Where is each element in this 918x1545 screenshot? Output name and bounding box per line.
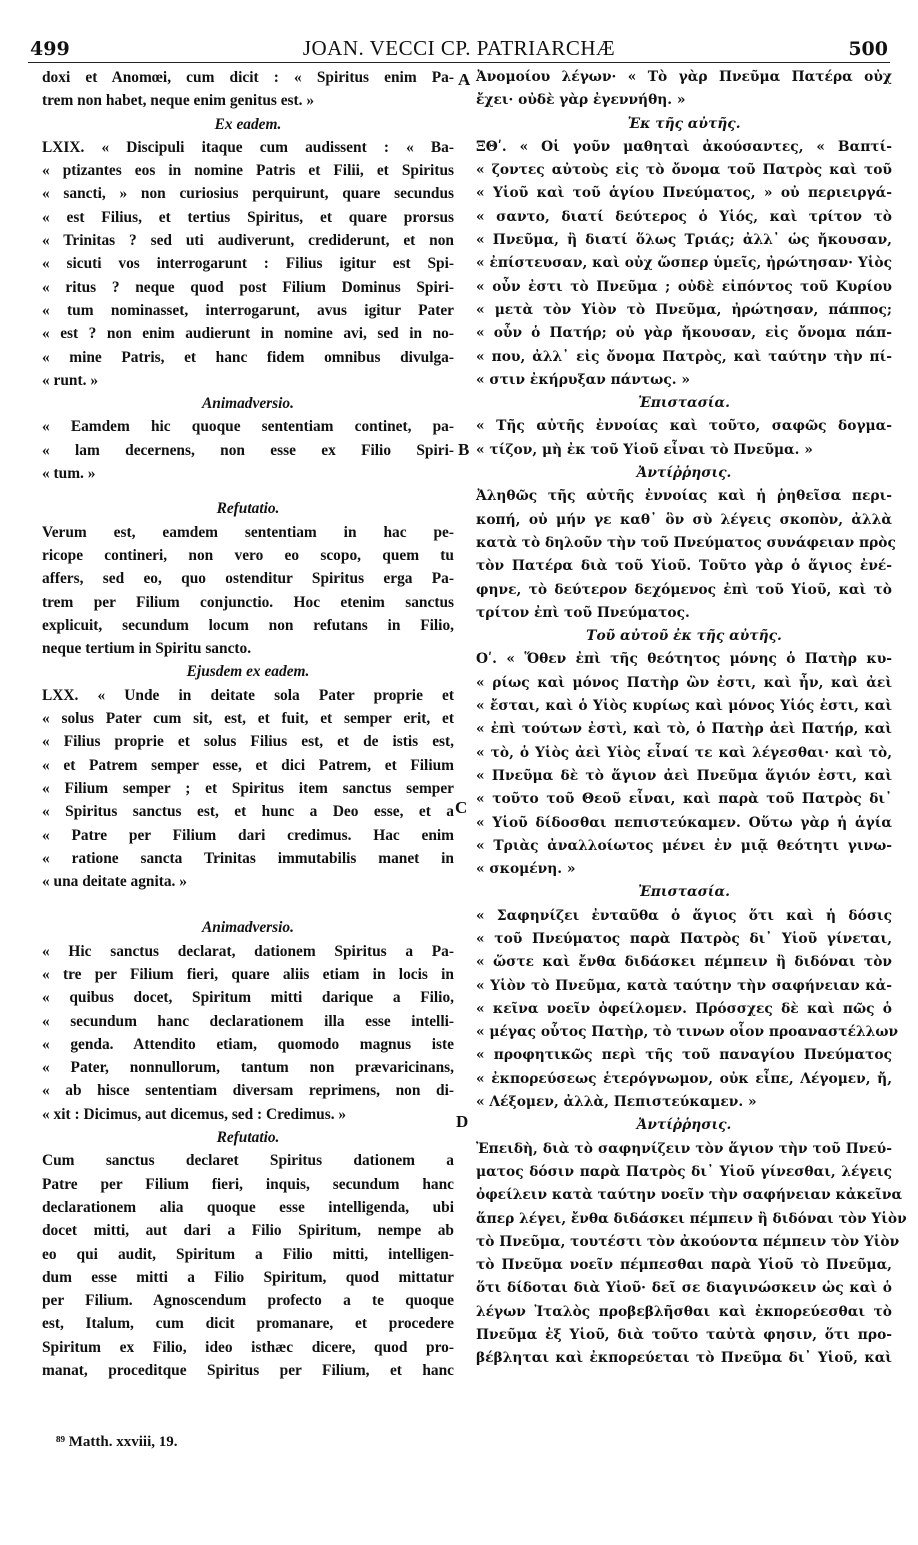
running-title: JOAN. VECCI CP. PATRIARCHÆ [302,36,616,60]
text-line: λέγων Ἰταλὸς προβεβλῆσθαι καὶ ἐκπορεύεσθαι τὸ [476,1303,892,1320]
text-line: ματος δόσιν παρὰ Πατρὸς δι᾽ Υἱοῦ γίνεσθαι, λέγεις [476,1163,892,1180]
section-heading: Refutatio. [216,500,280,518]
text-line: « sancti, » non curiosius perquirunt, quare secundus [42,185,454,203]
text-line: « runt. » [42,371,99,389]
page-number-left: 499 [30,38,70,60]
text-line: « Πνεῦμα δὲ τὸ ἅγιον ἀεὶ Πνεῦμα ἅγιόν ἐστι, καὶ [476,767,892,784]
text-line: « xit : Dicimus, aut dicemus, sed : Credimus. » [42,1105,347,1123]
text-line: « solus Pater cum sit, est, et fuit, et semper erit, et [42,710,454,728]
text-line: « Pater, nonnullorum, tantum non prævaricinans, [42,1059,454,1077]
text-line: neque tertium in Spiritu sancto. [42,640,252,658]
text-line: φηνε, τὸ δεύτερον δεχόμενος ἐπὶ τοῦ Υἱοῦ, καὶ τὸ [476,581,892,598]
text-line: « ζοντες αὐτοὺς εἰς τὸ ὄνομα τοῦ Πατρὸς καὶ τοῦ [476,162,892,179]
text-line: « Υἱὸν τὸ Πνεῦμα, κατὰ ταύτην τὴν σαφήνειαν κἀ- [476,977,892,994]
text-line: « ἔσται, καὶ ὁ Υἱὸς κυρίως καὶ μόνος Υἱός ἐστι, καὶ [476,698,892,715]
text-line: « ritus ? neque quod post Filium Dominus Spiri- [42,278,454,296]
text-line: « tre per Filium fieri, quare aliis etiam in locis in [42,965,454,983]
text-line: Ἀνομοίου λέγων· « Τὸ γὰρ Πνεῦμα Πατέρα οὐχ [476,69,892,85]
section-heading: Ἐκ τῆς αὐτῆς. [627,115,741,132]
text-line: « lam decernens, non esse ex Filio Spiri- [42,441,454,459]
text-line: « Υἱοῦ καὶ τοῦ ἁγίου Πνεύματος, » οὐ περιειργά- [476,185,892,202]
text-line: « στιν ἐκήρυξαν πάντως. » [476,371,690,388]
text-line: « σκομένη. » [476,861,576,878]
text-line: « ἐπίστευσαν, καὶ οὐχ ὥσπερ ὑμεῖς, ἠρώτησαν· Υἱὸς [476,255,892,272]
section-heading: Ἐπιστασία. [638,395,730,412]
text-line: « et Patrem semper esse, et dici Patrem, et Filium [42,756,454,774]
text-line: « quibus docet, Spiritum mitti darique a Filio, [42,989,454,1007]
text-line: LXIX. « Discipuli itaque cum audissent : « Ba- [42,138,454,156]
text-line: « est Filius, et tertius Spiritus, et quare prorsus [42,208,454,226]
text-line: « Υἱοῦ δίδοσθαι πεπιστεύκαμεν. Οὕτω γὰρ ἡ ἁγία [476,814,892,831]
text-line: « mine Patris, et hanc fidem omnibus divulga- [42,348,454,366]
text-line: « est ? non enim audierunt in nomine avi, sed in no- [42,325,454,343]
text-line: « Τῆς αὐτῆς ἐννοίας καὶ τοῦτο, σαφῶς δογμα- [476,418,892,435]
text-line: « Filius proprie et solus Filius est, et de istis est, [42,733,454,751]
text-line: explicuit, secundum locum non refutans in Filio, [42,616,454,634]
text-line: τὸν Πατέρα διὰ τοῦ Υἱοῦ. Τοῦτο γὰρ ὁ ἅγιος ἐνέ- [476,558,892,575]
text-line: « Trinitas ? sed uti audiverunt, crediderunt, et non [42,232,454,250]
text-line: « μέγας οὗτος Πατὴρ, τὸ τινων οἷον προαναστέλλων [476,1024,899,1041]
text-line: τρίτον ἐπὶ τοῦ Πνεύματος. [476,604,690,621]
section-heading: Τοῦ αὐτοῦ ἐκ τῆς αὐτῆς. [586,628,782,645]
text-line: « Eamdem hic quoque sententiam continet, pa- [42,418,454,436]
section-heading: Ejusdem ex eadem. [186,663,310,681]
text-line: docet mitti, aut dari a Filio Spiritum, nempe ab [42,1222,454,1240]
text-line: κοπή, οὐ μήν γε καθ᾽ ὃν σὺ λέγεις σκοπὸν, ἀλλὰ [476,511,892,528]
text-line: « ἐκπορεύσεως ἑτερόγνωμον, οὐκ εἶπε, Λέγομεν, ἤ, [476,1070,892,1087]
text-line: Verum est, eamdem sententiam in hac pe- [42,523,454,541]
section-heading: Animadversio. [202,395,294,413]
text-line: Patre per Filium fieri, inquis, secundum hanc [42,1175,454,1193]
text-line: LXX. « Unde in deitate sola Pater proprie et [42,686,454,704]
text-line: « ptizantes eos in nomine Patris et Filii, et Spiritus [42,162,454,180]
text-line: « που, ἀλλ᾽ εἰς ὄνομα Πατρὸς, καὶ ταύτην τὴν πί- [476,348,892,365]
text-line: « ἐπὶ τούτων ἐστὶ, καὶ τὸ, ὁ Πατὴρ ἀεὶ Πατήρ, καὶ [476,721,892,738]
text-line: « una deitate agnita. » [42,873,187,891]
section-heading: Refutatio. [216,1129,280,1147]
spacer [42,893,454,916]
text-line: eo qui audit, Spiritum a Filio mitti, intelligen- [42,1245,454,1263]
text-line: ricope contineri, non vero eo scopo, quem tu [42,546,454,564]
text-line: « tum nominasset, interrogarunt, avus igitur Pater [42,301,454,319]
text-line: « Hic sanctus declarat, dationem Spiritus a Pa- [42,942,454,960]
text-line: « Τριὰς ἀναλλοίωτος μένει ἐν μιᾷ θεότητι γινω- [476,837,892,854]
greek-column [476,66,907,1371]
text-line: τὸ Πνεῦμα, τουτέστι τὸν ἀκούοντα πέμπειν τὸν Υἱὸν [476,1233,900,1250]
section-heading: Ἀντίῤῥησις. [636,1117,732,1134]
margin-letter-a: A [458,70,471,89]
text-line: « ratione sancta Trinitas immutabilis manet in [42,849,454,867]
text-line: « ab hisce sententiam diversam reprimens, non di- [42,1082,454,1100]
text-line: « κεῖνα νοεῖν ὀφείλομεν. Πρόσσχες δὲ καὶ πῶς ὁ [476,1000,892,1017]
margin-letter-d: D [456,1112,469,1131]
text-line: ὅτι δίδοται διὰ Υἱοῦ· δεῖ σε διαγινώσκειν ὡς καὶ ὁ [476,1280,892,1297]
text-line: ΞΘʹ. « Οἱ γοῦν μαθηταὶ ἀκούσαντες, « Βαπτί- [476,138,892,155]
text-line: « τοῦ Πνεύματος παρὰ Πατρὸς δι᾽ Υἱοῦ γίνεται, [476,930,892,947]
text-line: « Πνεῦμα, ἢ διατί ὅλως Τριάς; ἀλλ᾽ ὡς ἤκουσαν, [476,232,892,249]
text-line: declarationem alia quoque esse intelligenda, ubi [42,1198,454,1216]
spacer [42,485,454,497]
text-line: Spiritum ex Filio, ideo isthæc dicere, quod pro- [42,1338,454,1356]
latin-column [42,66,454,1382]
footnote: ⁸⁹ Matth. xxviii, 19. [56,1434,178,1450]
text-line: « οὖν ὁ Πατήρ; οὐ γὰρ ἤκουσαν, εἰς ὄνομα πάπ- [476,325,892,342]
section-heading: Ex eadem. [214,115,282,133]
text-line: Ἀληθῶς τῆς αὐτῆς ἐννοίας καὶ ἡ ῥηθεῖσα περι- [476,488,892,505]
text-line: « μετὰ τὸν Υἱὸν τὸ Πνεῦμα, ἠρώτησαν, πάππος; [476,301,892,318]
text-line: Οʹ. « Ὅθεν ἐπὶ τῆς θεότητος μόνης ὁ Πατὴρ κυ- [476,651,892,668]
text-line: « tum. » [42,465,96,483]
section-heading: Ἐπιστασία. [638,884,730,901]
text-line: manat, proceditque Spiritus per Filium, et hanc [42,1362,454,1380]
text-line: « genda. Attendito etiam, quomodo magnus iste [42,1035,454,1053]
text-line: « secundum hanc declarationem illa esse intelli- [42,1012,454,1030]
header-rule [28,62,890,63]
text-line: per Filium. Agnoscendum profecto a te quoque [42,1292,454,1310]
text-line: « Patre per Filium dari credimus. Hac enim [42,826,454,844]
text-line: « Λέξομεν, ἀλλὰ, Πεπιστεύκαμεν. » [476,1094,757,1111]
text-line: « Σαφηνίζει ἐνταῦθα ὁ ἅγιος ὅτι καὶ ἡ δόσις [476,907,892,924]
text-line: « οὖν ἐστι τὸ Πνεῦμα ; οὐδὲ εἰπόντος τοῦ Κυρίου [476,278,892,295]
text-line: est, Italum, cum dicit promanare, et procedere [42,1315,454,1333]
text-line: « sicuti vos interrogarunt : Filius igitur est Spi- [42,255,454,273]
page-header [0,0,918,60]
text-line: trem non habet, neque enim genitus est. » [42,92,315,110]
text-line: κατὰ τὸ δηλοῦν τὴν τοῦ Πνεύματος συνάφειαν πρὸς [476,534,896,551]
text-line: « ρίως καὶ μόνος Πατὴρ ὢν ἐστι, καὶ ἦν, καὶ ἀεὶ [476,674,892,691]
text-line: « τὸ, ὁ Υἱὸς ἀεὶ Υἱὸς εἶναί τε καὶ λέγεσθαι· καὶ τὸ, [476,744,892,761]
text-line: ἔχει· οὐδὲ γὰρ ἐγεννήθη. » [476,92,686,109]
text-line: Πνεῦμα ἐξ Υἱοῦ, διὰ τοῦτο ταὐτὰ φησιν, ὅτι προ- [476,1327,892,1344]
section-heading: Ἀντίῤῥησις. [636,465,732,482]
text-line: βέβληται καὶ ἐκπορεύεται τὸ Πνεῦμα δι᾽ Υἱοῦ, καὶ [476,1350,892,1367]
text-line: Ἐπειδὴ, διὰ τὸ σαφηνίζειν τὸν ἅγιον τὴν τοῦ Πνεύ- [476,1140,892,1157]
text-line: trem per Filium conjunctio. Hoc etenim sanctus [42,593,454,611]
text-line: ἅπερ λέγει, ἔνθα διδάσκει πέμπειν ἢ διδόναι τὸν Υἱὸν [476,1210,907,1227]
text-line: affers, sed eo, quo ostenditur Spiritus erga Pa- [42,570,454,588]
text-line: « Filium semper ; et Spiritus item sanctus semper [42,779,454,797]
page-number-right: 500 [848,38,888,60]
section-heading: Animadversio. [202,919,294,937]
text-line: τὸ Πνεῦμα νοεῖν πέμπεσθαι παρὰ Υἱοῦ τὸ Πνεῦμα, [476,1257,892,1274]
text-line: dum esse mitti a Filio Spiritum, quod mittatur [42,1268,454,1286]
text-line: « Spiritus sanctus est, et hunc a Deo esse, et a [42,803,454,821]
margin-letter-b: B [458,440,470,459]
text-line: « τοῦτο τοῦ Θεοῦ εἶναι, καὶ παρὰ τοῦ Πατρὸς δι᾽ [476,791,892,808]
text-line: « ὥστε καὶ ἔνθα διδάσκει πέμπειν ἢ διδόναι τὸν [476,954,892,971]
text-line: ὀφείλειν κατὰ ταύτην νοεῖν τὴν σαφήνειαν κἀκεῖνα [476,1187,903,1204]
text-line: « σαντο, διατί δεύτερος ὁ Υἱός, καὶ τρίτον τὸ [476,208,892,225]
text-line: Cum sanctus declaret Spiritus dationem a [42,1152,454,1170]
text-line: « προφητικῶς περὶ τῆς τοῦ παναγίου Πνεύματος [476,1047,892,1064]
margin-letter-c: C [455,798,468,817]
text-line: doxi et Anomœi, cum dicit : « Spiritus enim Pa- [42,69,454,86]
text-line: « τίζον, μὴ ἐκ τοῦ Υἱοῦ εἶναι τὸ Πνεῦμα. » [476,441,813,458]
